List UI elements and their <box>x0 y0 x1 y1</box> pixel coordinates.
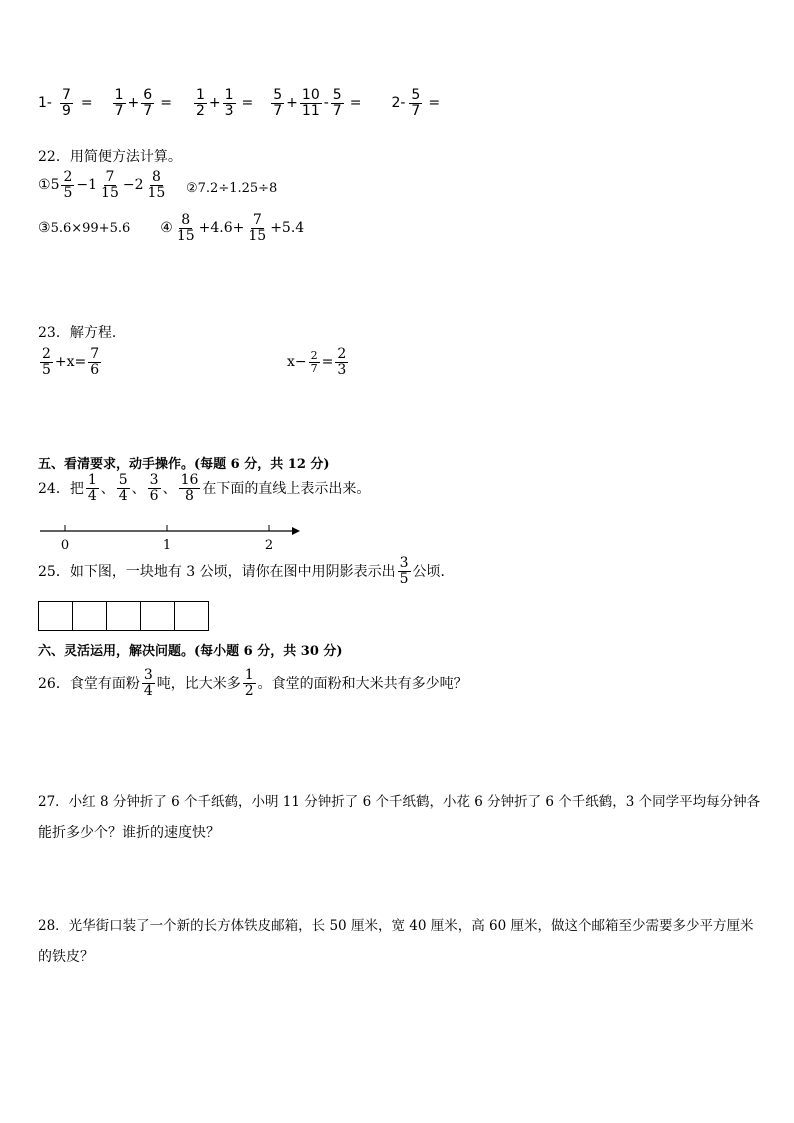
fraction: $\frac{1}{3}$ <box>224 87 234 119</box>
q23-eq2: x− $\frac{2}{7}$ = $\frac{2}{3}$ <box>287 346 347 378</box>
q22-part3-4: ③ 5.6×99+5.6 ④ $\frac{8}{15}$ +4.6+ $\frac{7}{15}$ +5.4 <box>38 212 305 244</box>
fraction: $\frac{2}{7}$ <box>310 349 318 375</box>
land-cell[interactable] <box>72 601 107 631</box>
q22-title: 22．用简便方法计算。 <box>38 149 182 165</box>
q23-title: 23．解方程． <box>38 325 126 341</box>
fraction: $\frac{5}{7}$ <box>332 87 342 119</box>
circled-2: ② <box>186 181 198 196</box>
section-5-title: 五、看清要求，动手操作。(每题 6 分，共 12 分) <box>38 457 330 472</box>
fraction: $\frac{5}{7}$ <box>411 87 421 119</box>
land-cell[interactable] <box>38 601 73 631</box>
circled-3: ③ <box>38 220 51 237</box>
calc-row-1: 1- $\frac{7}{9}$ = $\frac{1}{7}$ + $\frac{6}{7}$ = $\frac{1}{2}$ + $\frac{1}{3}$ = $\frac{5}{7}$ + $\frac{10}{11}$ - $\frac{5}{7}$ = 2- $\frac{5}{7}$ = <box>38 87 441 119</box>
fraction: $\frac{1}{2}$ <box>195 87 205 119</box>
q28-line1: 28．光华街口装了一个新的长方体铁皮邮箱，长 50 厘米，宽 40 厘米，高 60 厘米，做这个邮箱至少需要多少平方厘米 <box>38 918 754 934</box>
tick-label-0: 0 <box>60 538 70 553</box>
fraction: $\frac{2}{3}$ <box>337 346 347 378</box>
fraction: $\frac{6}{7}$ <box>143 87 153 119</box>
q26-text: 26．食堂有面粉 $\frac{3}{4}$ 吨，比大米多 $\frac{1}{2}$ 。食堂的面粉和大米共有多少吨？ <box>38 667 468 699</box>
fraction: $\frac{16}{8}$ <box>180 472 199 504</box>
fraction: $\frac{7}{6}$ <box>90 346 100 378</box>
circled-1: ① <box>38 177 51 194</box>
fraction: $\frac{2}{5}$ <box>42 346 51 378</box>
tick-label-2: 2 <box>264 538 274 553</box>
land-cell[interactable] <box>106 601 141 631</box>
section-6-title: 六、灵活运用，解决问题。(每小题 6 分，共 30 分) <box>38 644 343 659</box>
number-line <box>38 520 308 560</box>
fraction: $\frac{1}{7}$ <box>114 87 124 119</box>
q23-eq1: $\frac{2}{5}$ +x= $\frac{7}{6}$ <box>42 346 100 378</box>
fraction: $\frac{10}{11}$ <box>301 87 320 119</box>
fraction: $\frac{1}{2}$ <box>244 667 254 699</box>
expr1-lead: 1- <box>38 95 52 112</box>
q24-text: 24．把 $\frac{1}{4}$ 、 $\frac{5}{4}$ 、 $\frac{3}{6}$ 、 $\frac{16}{8}$ 在下面的直线上表示出来。 <box>38 472 371 504</box>
fraction: $\frac{3}{4}$ <box>143 667 153 699</box>
fraction: $\frac{7}{15}$ <box>248 212 267 244</box>
fraction: $\frac{5}{4}$ <box>118 472 128 504</box>
fraction: $\frac{7}{9}$ <box>61 87 71 119</box>
q25-text: 25．如下图，一块地有 3 公顷，请你在图中用阴影表示出 $\frac{3}{5}$ 公顷． <box>38 555 455 587</box>
q27-line1: 27．小红 8 分钟折了 6 个千纸鹤，小明 11 分钟折了 6 个千纸鹤，小花 6 分钟折了 6 个千纸鹤，3 个同学平均每分钟各 <box>38 794 761 810</box>
q27-line2: 能折多少个？谁折的速度快？ <box>38 825 220 841</box>
fraction: $\frac{5}{7}$ <box>273 87 283 119</box>
fraction: $\frac{8}{15}$ <box>176 212 195 244</box>
fraction: $\frac{1}{4}$ <box>87 472 97 504</box>
fraction: $\frac{3}{6}$ <box>149 472 159 504</box>
land-grid <box>39 601 209 631</box>
arrow-head-icon <box>292 527 300 535</box>
q28-line2: 的铁皮？ <box>38 949 94 965</box>
fraction: $\frac{7}{15}$ <box>101 169 119 201</box>
land-cell[interactable] <box>140 601 175 631</box>
fraction: $\frac{2}{5}$ <box>63 169 73 201</box>
tick-label-1: 1 <box>162 538 172 553</box>
fraction: $\frac{8}{15}$ <box>147 169 166 201</box>
q22-part1: ① 5 $\frac{2}{5}$ −1 $\frac{7}{15}$ −2 $\frac{8}{15}$ <box>38 169 166 201</box>
circled-4: ④ <box>160 220 173 237</box>
fraction: $\frac{3}{5}$ <box>399 555 409 587</box>
land-cell[interactable] <box>174 601 209 631</box>
q22-part2: ② 7.2÷1.25÷8 <box>186 181 278 196</box>
